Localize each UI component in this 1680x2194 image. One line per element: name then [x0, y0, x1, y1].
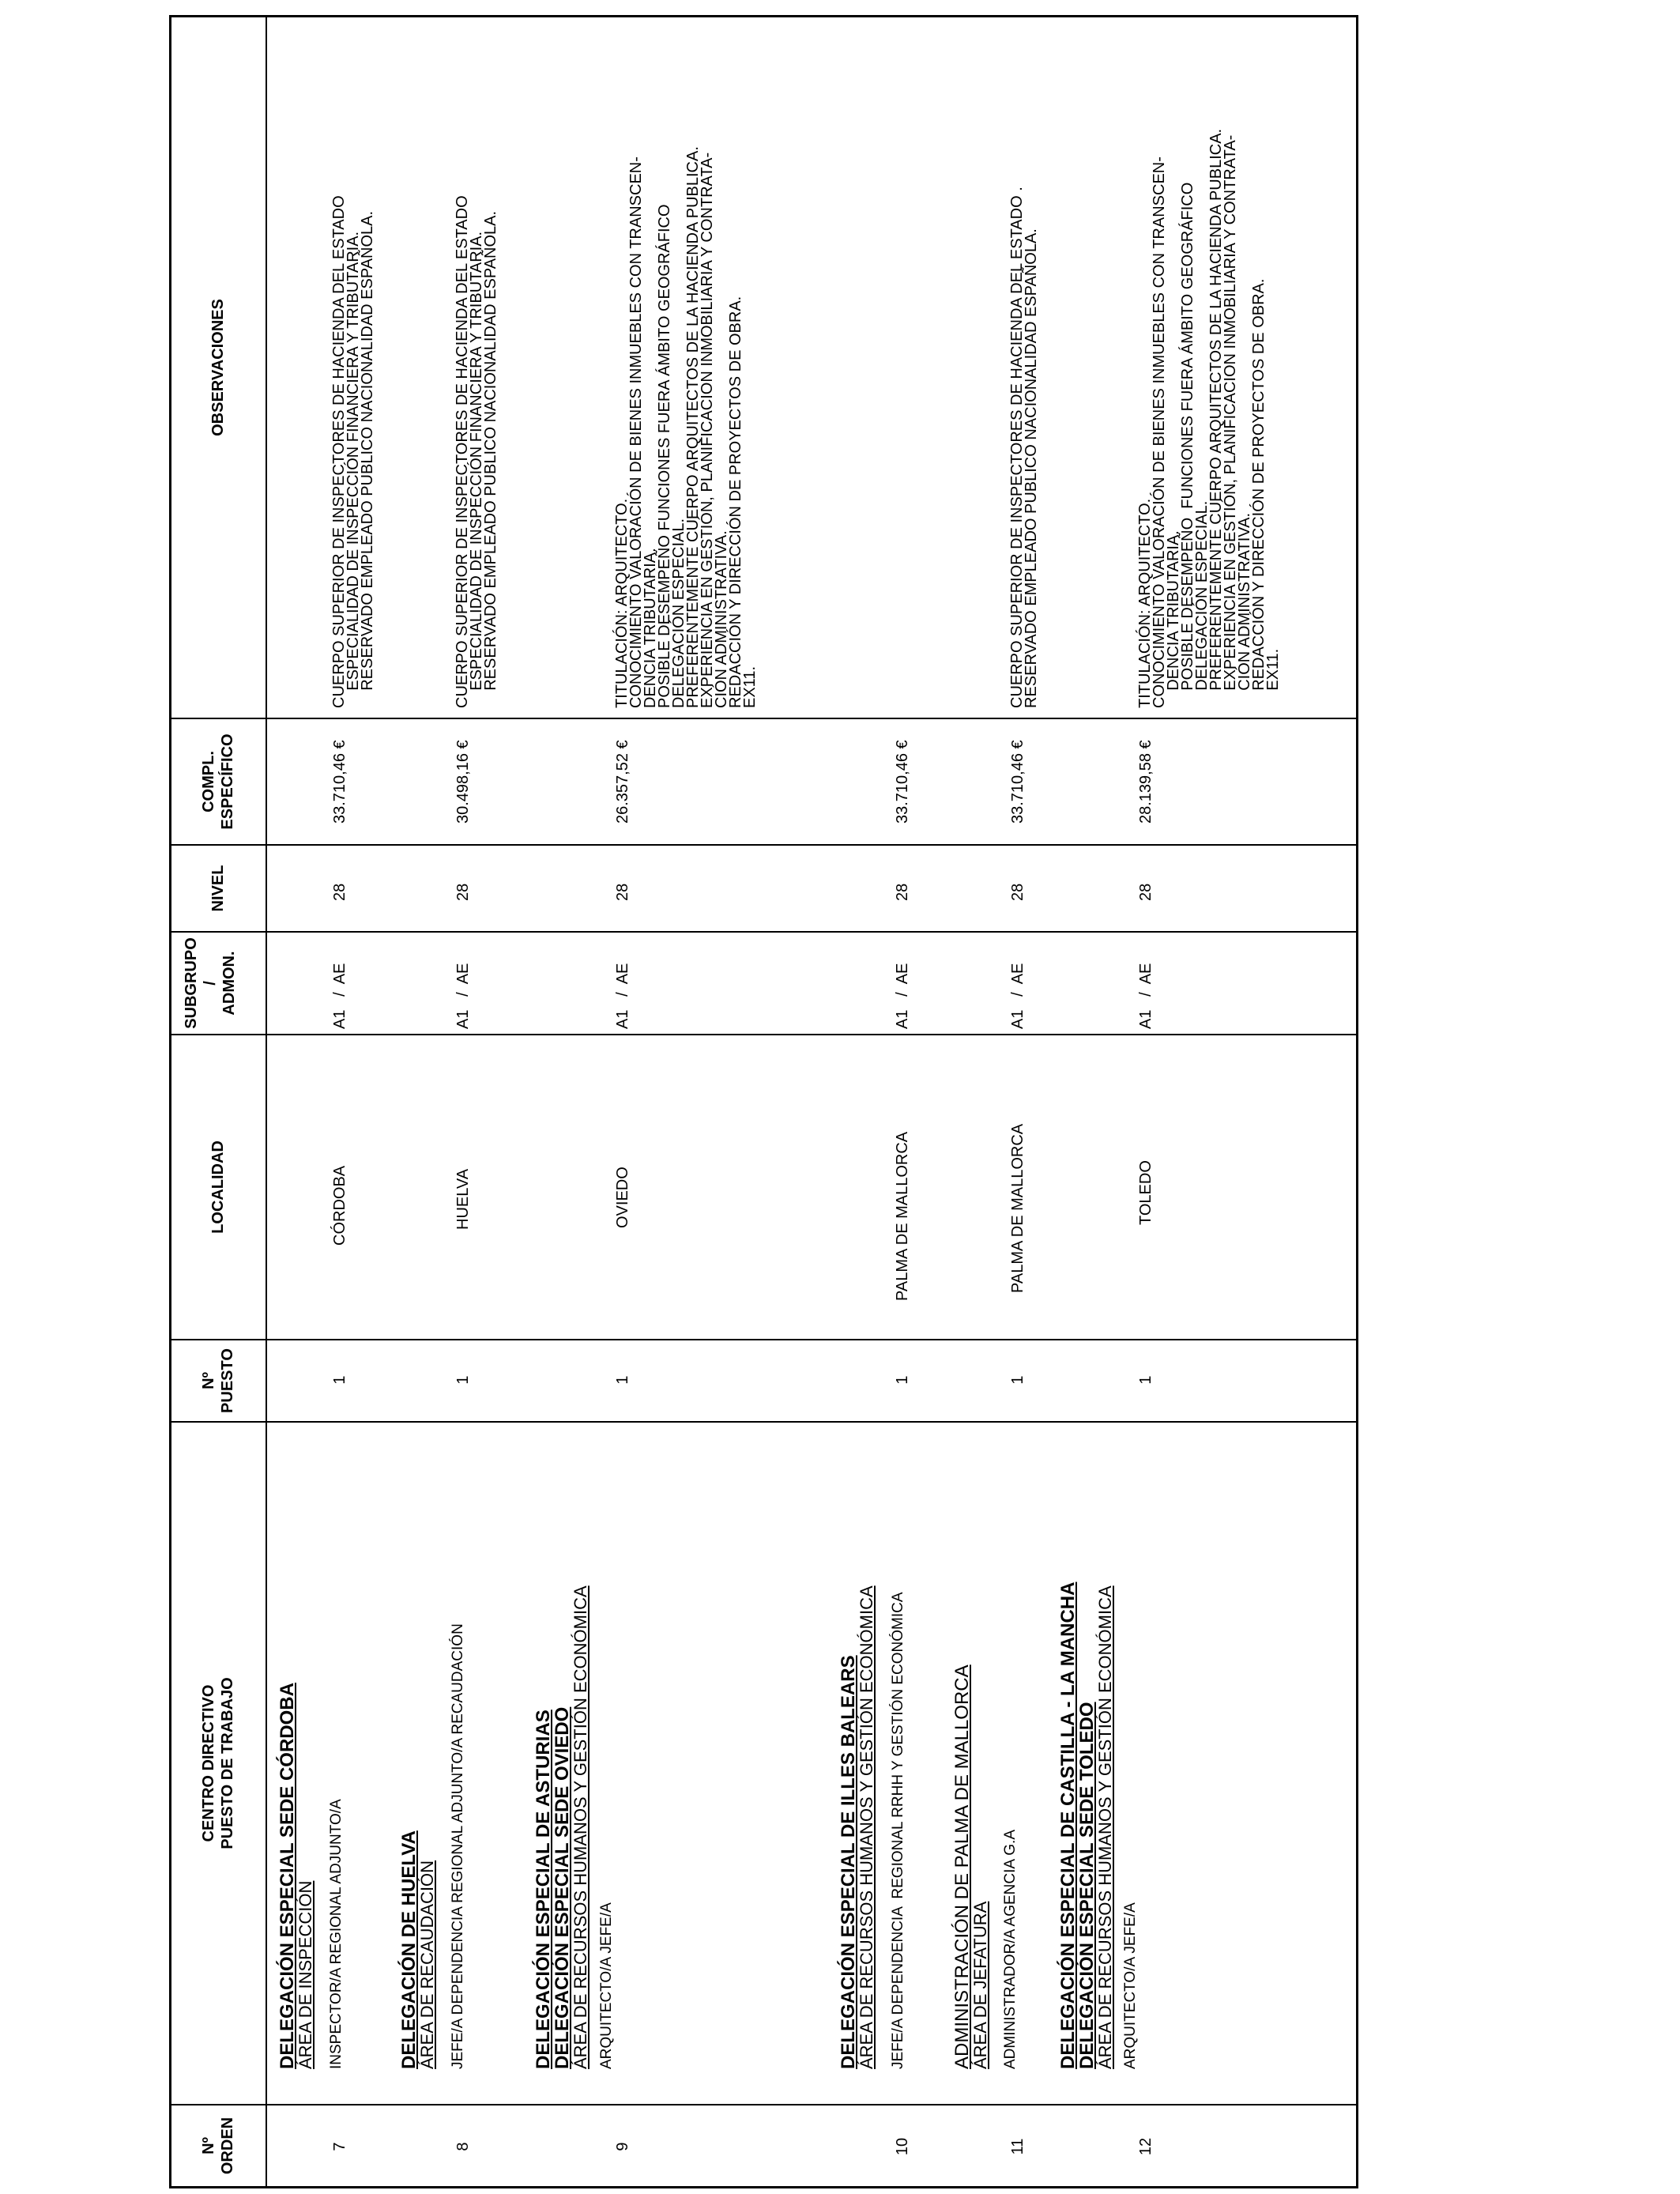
nivel-cell: 28: [1137, 883, 1155, 901]
area-label: ÁREA DE RECURSOS HUMANOS Y GESTIÓN ECONÓMICA: [857, 1585, 876, 2069]
compl-especifico-cell: 28.139,58 €: [1137, 740, 1155, 824]
subgrupo-cell: A1 / AE: [454, 963, 472, 1029]
localidad-cell: HUELVA: [454, 1168, 472, 1230]
header-localidad: LOCALIDAD: [209, 1140, 227, 1234]
num-puesto-cell: 1: [1009, 1375, 1026, 1385]
puesto-trabajo: ARQUITECTO/A JEFE/A: [598, 1902, 615, 2069]
subgrupo-cell: A1 / AE: [894, 963, 911, 1029]
puesto-trabajo: JEFE/A DEPENDENCIA REGIONAL RRHH Y GESTIÓN ECONÓMICA: [890, 1592, 906, 2069]
header-nivel: NIVEL: [209, 865, 227, 912]
observaciones-cell: TITULACIÓN: ARQUITECTO. CONOCIMIENTO VALORACIÓN DE BIENES INMUEBLES CON TRANSCEN- DENCIA TRIBUTARIA. POSIBLE DESEMPEÑO FUNCIONES FUERA ÁMBITO GEOGRÁFICO DELEGACIÓN ESPECIAL. PREFERENTEMENTE CUERPO ARQUITECTOS DE LA HACIENDA PUBLICA. EXPERIENCIA EN GESTIÓN, PLANIFICACION INMOBILIARIA Y CONTRATA- CIÓN ADMINISTRATIVA. REDACCIÓN Y DIRECCIÓN DE PROYECTOS DE OBRA. EX11.: [1136, 128, 1282, 708]
observaciones-cell: CUERPO SUPERIOR DE INSPECTORES DE HACIENDA DEL ESTADO ESPECIALIDAD DE INSPECCIÓN FINANCIERA Y TRIBUTARIA. RESERVADO EMPLEADO PUBLICO NACIONALIDAD ESPAÑOLA.: [454, 195, 499, 708]
compl-especifico-cell: 33.710,46 €: [894, 740, 911, 824]
centro-directivo-sede: DELEGACIÓN ESPECIAL SEDE OVIEDO: [552, 1706, 573, 2069]
header-orden: Nº ORDEN: [200, 2117, 236, 2175]
observaciones-cell: TITULACIÓN: ARQUITECTO. CONOCIMIENTO VALORACIÓN DE BIENES INMUEBLES CON TRANSCEN- DENCIA TRIBUTARIA. POSIBLE DESEMPEÑO FUNCIONES FUERA ÁMBITO GEOGRÁFICO DELEGACIÓN ESPECIAL. PREFERENTEMENTE CUERPO ARQUITECTOS DE LA HACIENDA PUBLICA. EXPERIENCIA EN GESTIÓN, PLANIFICACION INMOBILIARIA Y CONTRATA- CIÓN ADMINISTRATIVA. REDACCIÓN Y DIRECCIÓN DE PROYECTOS DE OBRA. EX11.: [613, 146, 759, 708]
observaciones-cell: CUERPO SUPERIOR DE INSPECTORES DE HACIENDA DEL ESTADO . RESERVADO EMPLEADO PUBLICO NACIONALIDAD ESPAÑOLA.: [1008, 187, 1040, 708]
compl-especifico-cell: 30.498,16 €: [454, 740, 472, 824]
subgrupo-cell: A1 / AE: [1137, 963, 1155, 1029]
puesto-trabajo: ARQUITECTO/A JEFE/A: [1122, 1902, 1139, 2069]
orden-cell: 10: [894, 2137, 911, 2156]
localidad-cell: PALMA DE MALLORCA: [1009, 1123, 1026, 1293]
header-centro-directivo: CENTRO DIRECTIVO PUESTO DE TRABAJO: [200, 1677, 236, 1849]
localidad-cell: TOLEDO: [1137, 1160, 1155, 1225]
centro-cell: [953, 1664, 1019, 2069]
header-observaciones: OBSERVACIONES: [209, 299, 227, 436]
num-puesto-cell: 1: [614, 1375, 631, 1385]
area-label: ÁREA DE INSPECCIÓN: [296, 1880, 315, 2069]
observaciones-cell: CUERPO SUPERIOR DE INSPECTORES DE HACIENDA DEL ESTADO ESPECIALIDAD DE INSPECCIÓN FINANCIERA Y TRIBUTARIA. RESERVADO EMPLEADO PUBLICO NACIONALIDAD ESPAÑOLA.: [330, 195, 376, 708]
centro-directivo-title: DELEGACIÓN ESPECIAL SEDE CÓRDOBA: [277, 1683, 298, 2069]
compl-especifico-cell: 33.710,46 €: [1009, 740, 1026, 824]
localidad-cell: OVIEDO: [614, 1167, 631, 1228]
nivel-cell: 28: [454, 883, 472, 901]
area-label: ÁREA DE RECURSOS HUMANOS Y GESTIÓN ECONÓMICA: [1095, 1585, 1115, 2069]
puesto-trabajo: JEFE/A DEPENDENCIA REGIONAL ADJUNTO/A RECAUDACIÓN: [450, 1623, 466, 2069]
header-num-puesto: Nº PUESTO: [200, 1348, 236, 1413]
orden-cell: 11: [1009, 2138, 1026, 2155]
localidad-cell: PALMA DE MALLORCA: [894, 1131, 911, 1301]
area-label: ÁREA DE RECAUDACIÓN: [417, 1860, 437, 2069]
header-subgrupo: SUBGRUPO / ADMON.: [183, 937, 238, 1029]
centro-directivo-title: DELEGACIÓN DE HUELVA: [398, 1830, 420, 2069]
nivel-cell: 28: [614, 883, 631, 901]
centro-directivo-sede: DELEGACIÓN ESPECIAL SEDE TOLEDO: [1076, 1702, 1098, 2069]
centro-directivo-title: DELEGACIÓN ESPECIAL DE CASTILLA - LA MANCHA: [1057, 1581, 1079, 2069]
subgrupo-cell: A1 / AE: [1009, 963, 1026, 1029]
puesto-trabajo: INSPECTOR/A REGIONAL ADJUNTO/A: [328, 1799, 345, 2069]
subgrupo-cell: A1 / AE: [614, 963, 631, 1029]
orden-cell: 8: [454, 2142, 472, 2151]
nivel-cell: 28: [331, 883, 348, 901]
subgrupo-cell: A1 / AE: [331, 963, 348, 1029]
orden-cell: 7: [331, 2142, 348, 2151]
num-puesto-cell: 1: [454, 1375, 472, 1385]
area-label: ÁREA DE RECURSOS HUMANOS Y GESTIÓN ECONÓMICA: [571, 1585, 590, 2069]
num-puesto-cell: 1: [331, 1375, 348, 1385]
orden-cell: 9: [614, 2142, 631, 2151]
puesto-trabajo: ADMINISTRADOR/A AGENCIA G.A: [1002, 1829, 1019, 2069]
num-puesto-cell: 1: [1137, 1375, 1155, 1385]
num-puesto-cell: 1: [894, 1375, 911, 1385]
centro-cell: [400, 1623, 467, 2069]
nivel-cell: 28: [1009, 883, 1026, 901]
centro-directivo-title: DELEGACIÓN ESPECIAL DE ASTURIAS: [533, 1710, 554, 2069]
centro-directivo-title: DELEGACIÓN ESPECIAL DE ILLES BALEARS: [838, 1655, 859, 2069]
centro-cell: [278, 1683, 345, 2069]
localidad-cell: CÓRDOBA: [331, 1165, 348, 1246]
centro-cell: [534, 1585, 616, 2069]
compl-especifico-cell: 26.357,52 €: [614, 740, 631, 824]
administracion-label: ADMINISTRACIÓN DE PALMA DE MALLORCA: [951, 1664, 973, 2069]
header-compl: COMPL. ESPECÍFICO: [200, 733, 236, 830]
nivel-cell: 28: [894, 883, 911, 901]
orden-cell: 12: [1137, 2137, 1155, 2156]
compl-especifico-cell: 33.710,46 €: [331, 740, 348, 824]
centro-cell: [1059, 1582, 1139, 2069]
centro-cell: [839, 1585, 907, 2069]
area-label: ÁREA DE JEFATURA: [970, 1901, 990, 2069]
